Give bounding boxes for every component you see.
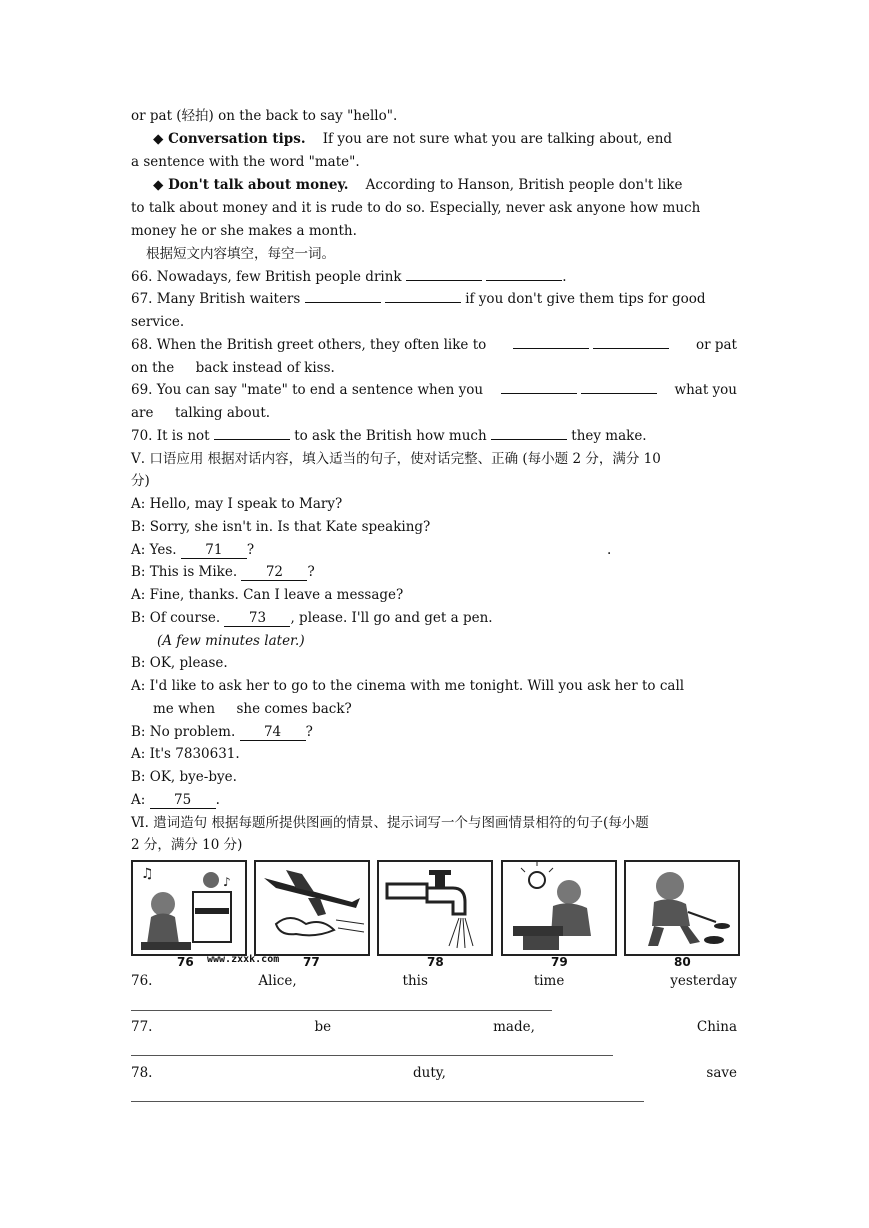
question-68 [131, 336, 737, 354]
dialog-line: B: OK, please. [131, 655, 228, 671]
question-70 [131, 427, 737, 445]
question-77 [131, 1018, 737, 1036]
dialog-line: B: Sorry, she isn't in. Is that Kate speaking? [131, 519, 431, 535]
question-78 [131, 1064, 737, 1082]
question-text: 66. Nowadays, few British people drink [131, 269, 402, 285]
answer-line-77[interactable] [131, 1055, 613, 1056]
stage-direction: (A few minutes later.) [157, 633, 305, 649]
dialog-line: A: Hello, may I speak to Mary? [131, 496, 343, 512]
hint-word: made, [493, 1019, 535, 1035]
question-69-cont: are talking about. [131, 405, 271, 421]
dialog-text: ? [305, 724, 313, 740]
answer-blank-71[interactable]: 71 [181, 543, 247, 559]
answer-blank[interactable] [385, 302, 461, 303]
dialog-text: , please. I'll go and get a pen. [290, 610, 493, 626]
picture-strip [131, 860, 737, 970]
hint-word: be [314, 1019, 332, 1035]
svg-text:♫: ♫ [141, 866, 154, 882]
dialog-line [131, 791, 737, 809]
dialog-line: A: I'd like to ask her to go to the cinema with me tonight. Will you ask her to call [131, 678, 685, 694]
question-text: 67. Many British waiters [131, 291, 301, 307]
question-text: they make. [571, 428, 647, 444]
passage-line: money he or she makes a month. [131, 223, 357, 239]
dialog-text: A: [131, 792, 146, 808]
dialog-line-cont: me when she comes back? [153, 701, 352, 717]
picture-label: 77 [303, 955, 320, 969]
question-number: 77. [131, 1019, 153, 1035]
question-text: to ask the British how much [294, 428, 487, 444]
dialog-text: ? [307, 564, 315, 580]
tip-heading: ◆ Don't talk about money. [153, 177, 349, 193]
section-5-title-cont: 分) [131, 473, 150, 489]
answer-line-78[interactable] [131, 1101, 644, 1102]
dialog-line [131, 609, 737, 627]
picture-77-airplane [254, 860, 370, 956]
tip-text: According to Hanson, British people don't like [365, 177, 683, 193]
tip-text: If you are not sure what you are talking about, end [322, 131, 673, 147]
hint-word: save [706, 1065, 737, 1081]
hint-word: time [533, 973, 565, 989]
question-68-cont: on the back instead of kiss. [131, 360, 335, 376]
answer-blank-75[interactable]: 75 [150, 793, 216, 809]
question-text: 68. When the British greet others, they often like to [131, 337, 487, 353]
question-76 [131, 972, 737, 990]
picture-label: 80 [674, 955, 691, 969]
hint-word: this [402, 973, 428, 989]
instruction: 根据短文内容填空，每空一词。 [146, 246, 335, 262]
passage-line [131, 130, 759, 148]
dialog-text: B: This is Mike. [131, 564, 238, 580]
answer-blank[interactable] [406, 280, 482, 281]
hint-word: duty, [413, 1065, 446, 1081]
question-text: 70. It is not [131, 428, 210, 444]
question-69 [131, 381, 737, 399]
answer-blank-72[interactable]: 72 [241, 565, 307, 581]
watermark: www.zxxk.com [207, 954, 280, 965]
tip-heading: ◆ Conversation tips. [153, 131, 306, 147]
section-6-title: Ⅵ. 遣词造句 根据每题所提供图画的情景、提示词写一个与图画情景相符的句子(每小题 [131, 815, 649, 831]
answer-blank[interactable] [214, 439, 290, 440]
answer-blank[interactable] [486, 280, 562, 281]
answer-blank[interactable] [513, 348, 589, 349]
picture-79-person-with-light [501, 860, 617, 956]
answer-blank[interactable] [593, 348, 669, 349]
question-number: 76. [131, 973, 153, 989]
question-text: what you [674, 382, 737, 398]
passage-line: to talk about money and it is rude to do so. Especially, never ask anyone how much [131, 200, 701, 216]
hint-word: China [696, 1019, 737, 1035]
hint-word: Alice, [258, 973, 297, 989]
dialog-text: A: Yes. [131, 542, 177, 558]
dialog-line: A: Fine, thanks. Can I leave a message? [131, 587, 404, 603]
dialog-line [131, 723, 737, 741]
svg-text:♪: ♪ [223, 875, 231, 889]
picture-78-dripping-tap [377, 860, 493, 956]
answer-blank[interactable] [581, 393, 657, 394]
answer-blank-73[interactable]: 73 [224, 611, 290, 627]
section-5-title: Ⅴ. 口语应用 根据对话内容，填入适当的句子，使对话完整、正确 (每小题 2 分，满分 10 [131, 451, 661, 467]
picture-label: 76 [177, 955, 194, 969]
question-67-cont: service. [131, 314, 185, 330]
dialog-text: . [215, 792, 220, 808]
question-66 [131, 268, 737, 286]
section-6-title-cont: 2 分，满分 10 分) [131, 837, 243, 853]
passage-line [131, 176, 759, 194]
answer-blank[interactable] [491, 439, 567, 440]
hint-word: yesterday [670, 973, 737, 989]
dialog-line: A: It's 7830631. [131, 746, 240, 762]
answer-blank[interactable] [501, 393, 577, 394]
picture-80-boy-with-shoes [624, 860, 740, 956]
picture-76-girl-playing-piano [131, 860, 247, 956]
answer-line-76[interactable] [131, 1010, 552, 1011]
answer-blank[interactable] [305, 302, 381, 303]
passage-line: or pat (轻拍) on the back to say "hello". [131, 108, 398, 124]
passage-line: a sentence with the word "mate". [131, 154, 360, 170]
question-text: . [562, 269, 567, 285]
question-number: 78. [131, 1065, 153, 1081]
dialog-line: B: OK, bye-bye. [131, 769, 237, 785]
question-text: 69. You can say "mate" to end a sentence when you [131, 382, 484, 398]
question-67 [131, 290, 737, 308]
question-text: or pat [695, 337, 737, 353]
picture-label: 78 [427, 955, 444, 969]
dialog-text: B: Of course. [131, 610, 221, 626]
dialog-text: ? [246, 542, 255, 558]
dialog-line [131, 541, 737, 559]
question-text: if you don't give them tips for good [465, 291, 706, 307]
picture-label: 79 [551, 955, 568, 969]
dialog-line [131, 563, 737, 581]
dialog-text: B: No problem. [131, 724, 236, 740]
stray-dot: . [607, 542, 612, 558]
answer-blank-74[interactable]: 74 [240, 725, 306, 741]
